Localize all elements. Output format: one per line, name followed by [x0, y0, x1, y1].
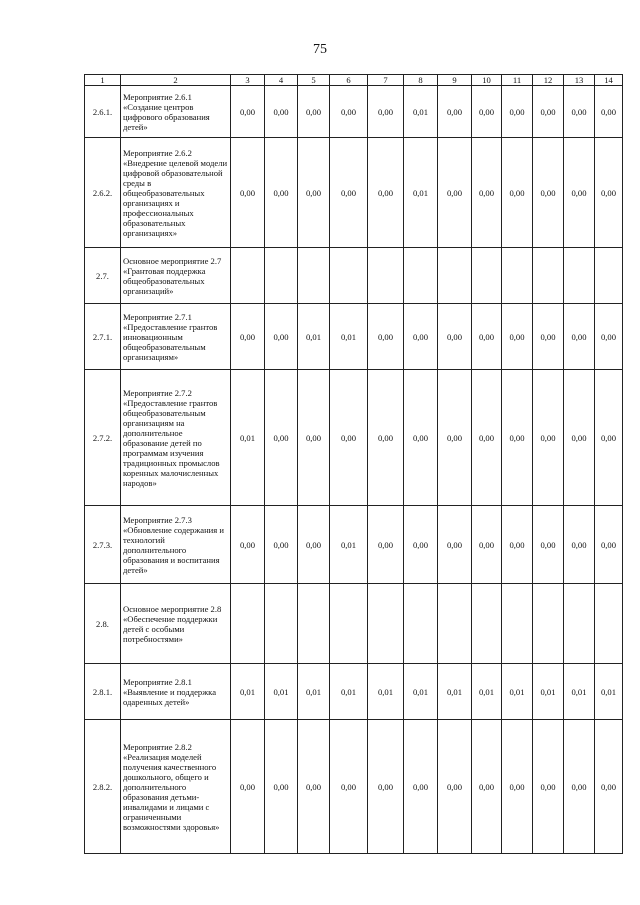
value-cell: 0,00: [472, 86, 502, 138]
value-cell: 0,00: [231, 86, 265, 138]
value-cell: 0,00: [265, 304, 298, 370]
row-name: Мероприятие 2.6.2 «Внедрение целевой модели цифровой образовательной среды в общеобразовательных организациях и профессиональных образовательных организациях»: [121, 138, 231, 248]
value-cell: [231, 248, 265, 304]
value-cell: 0,01: [231, 664, 265, 720]
value-cell: 0,00: [564, 304, 595, 370]
value-cell: [231, 584, 265, 664]
column-header: 3: [231, 75, 265, 86]
value-cell: [404, 248, 438, 304]
row-name: Основное мероприятие 2.8 «Обеспечение поддержки детей с особыми потребностями»: [121, 584, 231, 664]
value-cell: 0,01: [330, 664, 368, 720]
value-cell: 0,00: [595, 86, 623, 138]
data-table: [84, 74, 623, 854]
table-row: [85, 248, 623, 304]
table-row: [85, 138, 623, 248]
table-row: [85, 720, 623, 854]
column-header: 11: [502, 75, 533, 86]
value-cell: [368, 248, 404, 304]
value-cell: 0,00: [298, 370, 330, 506]
column-header: 14: [595, 75, 623, 86]
value-cell: 0,00: [472, 720, 502, 854]
row-name: Мероприятие 2.8.2 «Реализация моделей получения качественного дошкольного, общего и дополнительного образования детьми-инвалидами и лицами с ограниченными возможностями здоровья»: [121, 720, 231, 854]
table-row: [85, 86, 623, 138]
value-cell: 0,01: [298, 304, 330, 370]
column-header: 12: [533, 75, 564, 86]
column-header: 4: [265, 75, 298, 86]
value-cell: [502, 584, 533, 664]
row-name: Мероприятие 2.8.1 «Выявление и поддержка одаренных детей»: [121, 664, 231, 720]
value-cell: 0,00: [368, 370, 404, 506]
value-cell: 0,00: [438, 506, 472, 584]
value-cell: 0,00: [265, 720, 298, 854]
value-cell: 0,01: [502, 664, 533, 720]
value-cell: 0,00: [564, 86, 595, 138]
value-cell: 0,00: [231, 506, 265, 584]
row-code: 2.8.2.: [85, 720, 121, 854]
value-cell: 0,01: [231, 370, 265, 506]
value-cell: 0,00: [595, 370, 623, 506]
value-cell: 0,00: [404, 506, 438, 584]
value-cell: [595, 248, 623, 304]
row-code: 2.7.3.: [85, 506, 121, 584]
value-cell: 0,00: [472, 506, 502, 584]
value-cell: 0,00: [533, 720, 564, 854]
value-cell: 0,00: [595, 304, 623, 370]
column-header: 7: [368, 75, 404, 86]
value-cell: 0,00: [438, 304, 472, 370]
value-cell: 0,00: [533, 304, 564, 370]
value-cell: 0,00: [231, 720, 265, 854]
value-cell: 0,01: [533, 664, 564, 720]
row-code: 2.6.1.: [85, 86, 121, 138]
value-cell: 0,00: [533, 138, 564, 248]
value-cell: 0,00: [502, 720, 533, 854]
value-cell: 0,00: [438, 720, 472, 854]
header-row: [85, 75, 623, 86]
row-code: 2.6.2.: [85, 138, 121, 248]
value-cell: [265, 584, 298, 664]
value-cell: 0,00: [231, 138, 265, 248]
value-cell: 0,00: [265, 370, 298, 506]
value-cell: 0,01: [265, 664, 298, 720]
value-cell: 0,00: [438, 138, 472, 248]
row-code: 2.8.: [85, 584, 121, 664]
column-header: 9: [438, 75, 472, 86]
value-cell: 0,01: [595, 664, 623, 720]
value-cell: 0,01: [298, 664, 330, 720]
value-cell: 0,00: [502, 370, 533, 506]
value-cell: [564, 248, 595, 304]
row-name: Мероприятие 2.7.3 «Обновление содержания и технологий дополнительного образования и воспитания детей»: [121, 506, 231, 584]
row-code: 2.8.1.: [85, 664, 121, 720]
column-header: 1: [85, 75, 121, 86]
value-cell: [438, 584, 472, 664]
value-cell: 0,01: [472, 664, 502, 720]
value-cell: 0,00: [330, 370, 368, 506]
row-code: 2.7.2.: [85, 370, 121, 506]
value-cell: 0,00: [533, 370, 564, 506]
column-header: 5: [298, 75, 330, 86]
value-cell: 0,01: [404, 138, 438, 248]
value-cell: 0,00: [595, 506, 623, 584]
row-name: Мероприятие 2.6.1 «Создание центров цифрового образования детей»: [121, 86, 231, 138]
value-cell: 0,01: [404, 86, 438, 138]
value-cell: 0,00: [502, 304, 533, 370]
value-cell: 0,00: [298, 86, 330, 138]
column-header: 2: [121, 75, 231, 86]
column-header: 13: [564, 75, 595, 86]
value-cell: 0,00: [438, 86, 472, 138]
page-number: 75: [313, 42, 327, 57]
value-cell: 0,00: [564, 720, 595, 854]
value-cell: [330, 248, 368, 304]
table-row: [85, 506, 623, 584]
row-name: Основное мероприятие 2.7 «Грантовая поддержка общеобразовательных организаций»: [121, 248, 231, 304]
value-cell: 0,00: [368, 86, 404, 138]
value-cell: [438, 248, 472, 304]
value-cell: 0,00: [595, 138, 623, 248]
value-cell: [502, 248, 533, 304]
value-cell: 0,01: [330, 506, 368, 584]
value-cell: [298, 584, 330, 664]
value-cell: 0,01: [368, 664, 404, 720]
column-header: 10: [472, 75, 502, 86]
value-cell: 0,00: [595, 720, 623, 854]
value-cell: 0,01: [404, 664, 438, 720]
value-cell: [265, 248, 298, 304]
value-cell: 0,00: [265, 138, 298, 248]
value-cell: 0,00: [404, 370, 438, 506]
value-cell: 0,00: [502, 138, 533, 248]
value-cell: 0,01: [438, 664, 472, 720]
value-cell: 0,00: [298, 506, 330, 584]
value-cell: [564, 584, 595, 664]
column-header: 6: [330, 75, 368, 86]
value-cell: 0,00: [330, 138, 368, 248]
value-cell: 0,00: [564, 370, 595, 506]
value-cell: [368, 584, 404, 664]
table-row: [85, 304, 623, 370]
value-cell: 0,00: [438, 370, 472, 506]
value-cell: 0,00: [265, 86, 298, 138]
value-cell: 0,01: [330, 304, 368, 370]
value-cell: 0,00: [564, 138, 595, 248]
value-cell: 0,00: [533, 506, 564, 584]
row-code: 2.7.: [85, 248, 121, 304]
value-cell: 0,00: [404, 304, 438, 370]
value-cell: 0,00: [298, 138, 330, 248]
value-cell: 0,01: [564, 664, 595, 720]
value-cell: 0,00: [231, 304, 265, 370]
value-cell: 0,00: [472, 304, 502, 370]
value-cell: 0,00: [368, 506, 404, 584]
value-cell: 0,00: [368, 720, 404, 854]
value-cell: 0,00: [472, 370, 502, 506]
value-cell: 0,00: [330, 86, 368, 138]
value-cell: 0,00: [368, 138, 404, 248]
table-row: [85, 370, 623, 506]
value-cell: [330, 584, 368, 664]
table-row: [85, 664, 623, 720]
value-cell: 0,00: [502, 86, 533, 138]
value-cell: 0,00: [404, 720, 438, 854]
row-name: Мероприятие 2.7.2 «Предоставление грантов общеобразовательным организациям на дополнительное образование детей по программам изучения традиционных промыслов коренных малочисленных народов»: [121, 370, 231, 506]
value-cell: 0,00: [368, 304, 404, 370]
table-row: [85, 584, 623, 664]
value-cell: [533, 584, 564, 664]
value-cell: [472, 584, 502, 664]
value-cell: 0,00: [265, 506, 298, 584]
value-cell: [595, 584, 623, 664]
row-name: Мероприятие 2.7.1 «Предоставление грантов инновационным общеобразовательным организациям»: [121, 304, 231, 370]
value-cell: 0,00: [298, 720, 330, 854]
value-cell: 0,00: [472, 138, 502, 248]
value-cell: 0,00: [502, 506, 533, 584]
column-header: 8: [404, 75, 438, 86]
value-cell: 0,00: [533, 86, 564, 138]
value-cell: 0,00: [330, 720, 368, 854]
value-cell: [298, 248, 330, 304]
value-cell: [404, 584, 438, 664]
row-code: 2.7.1.: [85, 304, 121, 370]
value-cell: [472, 248, 502, 304]
value-cell: 0,00: [564, 506, 595, 584]
value-cell: [533, 248, 564, 304]
